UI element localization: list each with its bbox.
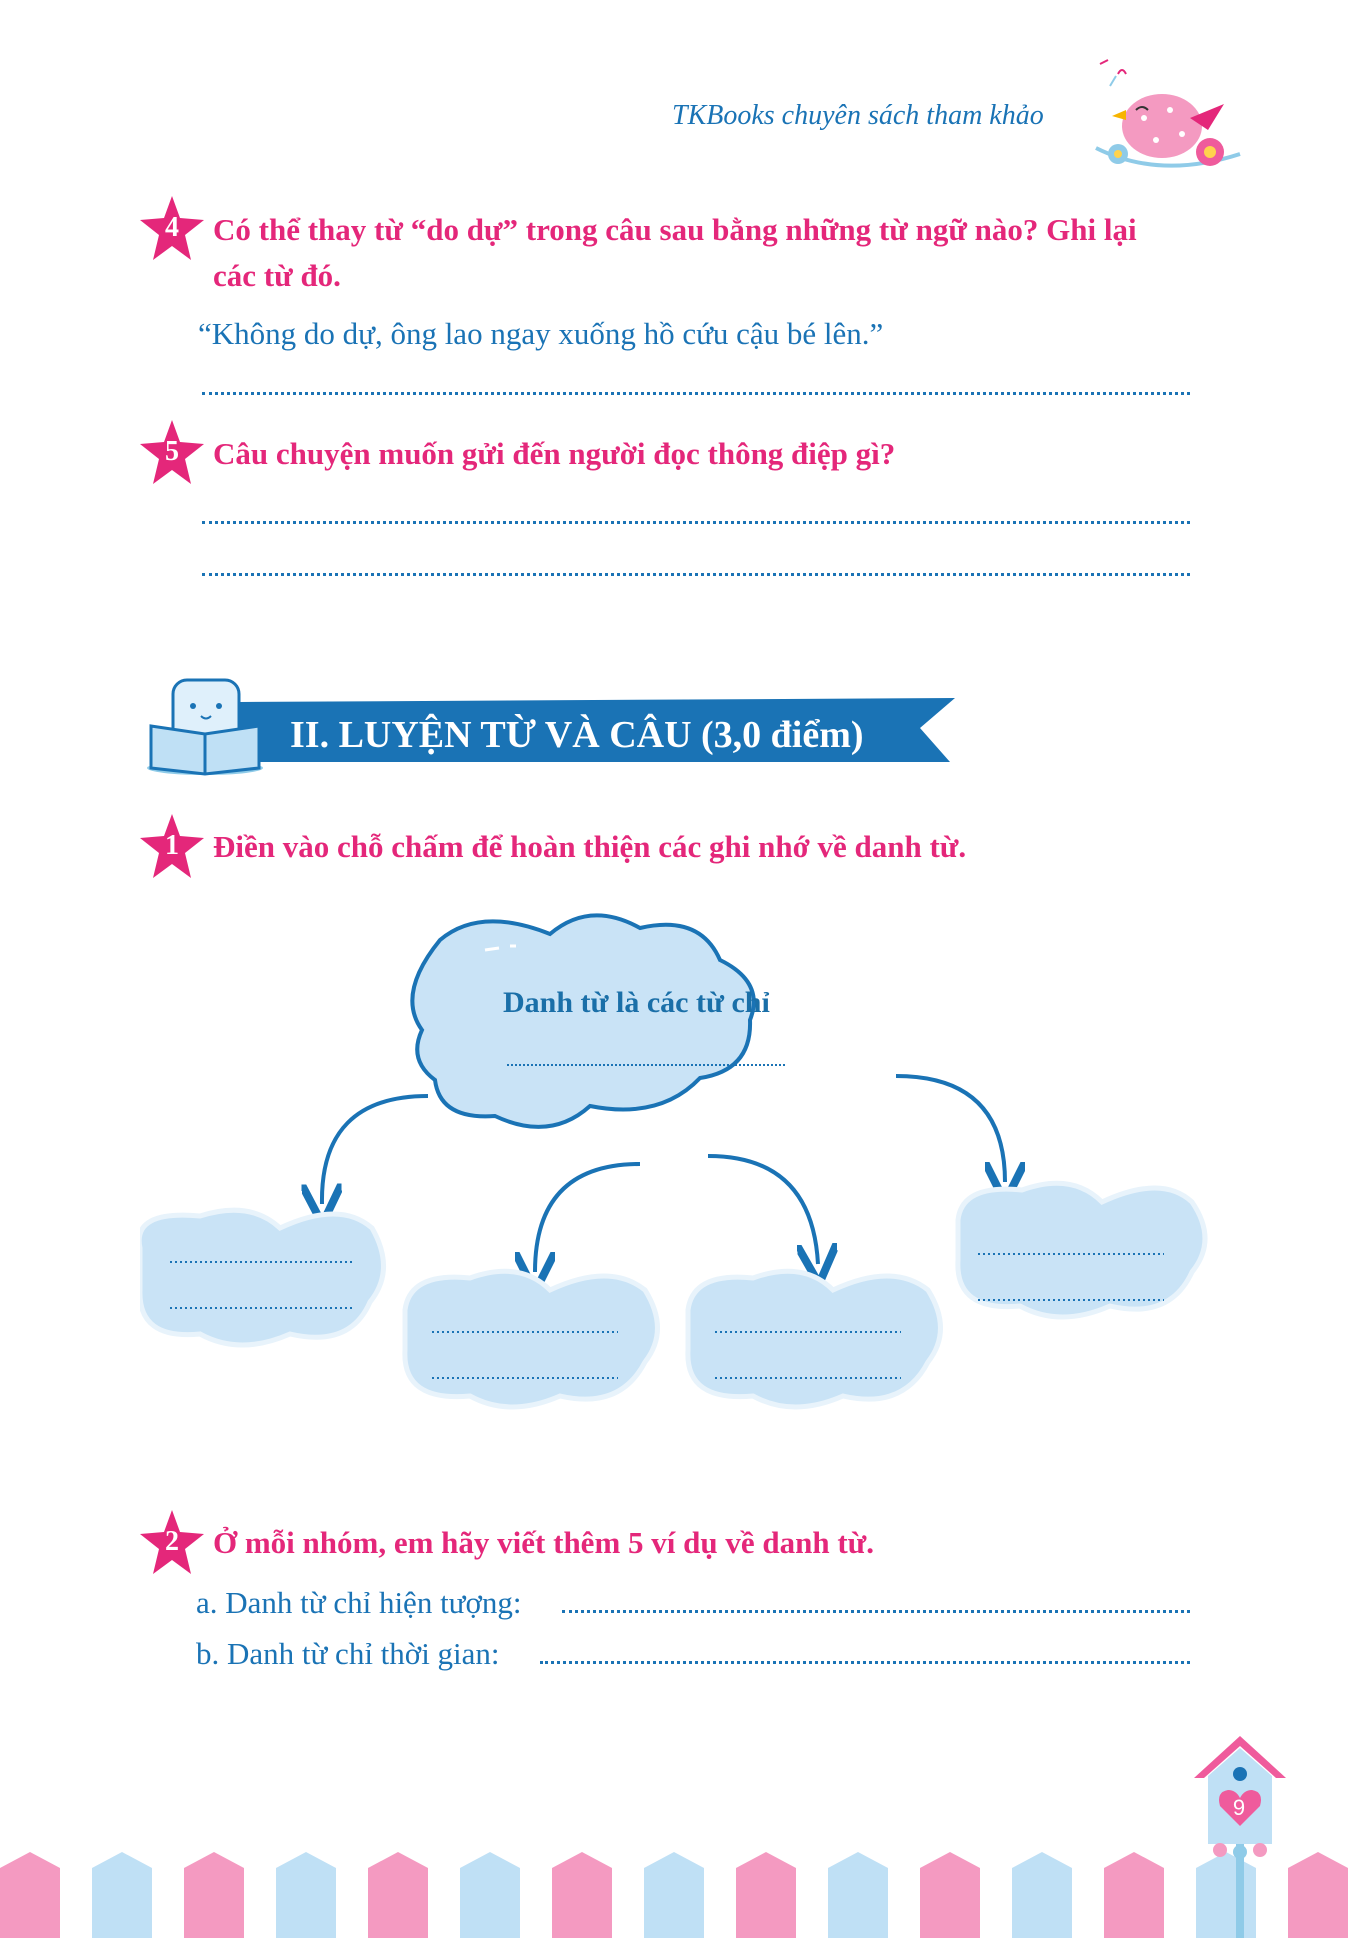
arrow-icon bbox=[896, 1076, 1005, 1182]
question-4-badge bbox=[140, 196, 204, 260]
question-4-quote: “Không do dự, ông lao ngay xuống hồ cứu cậu bé lên.” bbox=[198, 316, 884, 351]
answer-cloud-2 bbox=[405, 1271, 658, 1407]
answer-cloud-1 bbox=[140, 1210, 384, 1345]
item-a-answer-line[interactable] bbox=[562, 1610, 1190, 1613]
cloud-prompt: Danh từ là các từ chỉ bbox=[503, 986, 770, 1019]
exercise-1-number: 1 bbox=[165, 830, 179, 861]
item-b-answer-line[interactable] bbox=[540, 1661, 1190, 1664]
arrow-icon bbox=[535, 1164, 640, 1272]
answer-cloud-3 bbox=[688, 1271, 941, 1407]
question-4-prompt-line2: các từ đó. bbox=[213, 258, 341, 293]
fence-icon bbox=[0, 1848, 1363, 1938]
question-5-badge bbox=[140, 420, 204, 484]
cloud-answer-line[interactable] bbox=[507, 1064, 785, 1066]
item-a-label: a. Danh từ chỉ hiện tượng: bbox=[196, 1585, 522, 1620]
section-title: II. LUYỆN TỪ VÀ CÂU (3,0 điểm) bbox=[290, 714, 864, 756]
answer-cloud-4 bbox=[958, 1183, 1205, 1317]
answer-line[interactable] bbox=[202, 521, 1190, 524]
item-b-label: b. Danh từ chỉ thời gian: bbox=[196, 1636, 500, 1671]
page-number: 9 bbox=[1232, 1795, 1246, 1820]
exercise-2-number: 2 bbox=[165, 1526, 179, 1557]
answer-line[interactable] bbox=[202, 392, 1190, 395]
question-5-prompt: Câu chuyện muốn gửi đến người đọc thông điệp gì? bbox=[213, 436, 896, 471]
question-5-number: 5 bbox=[165, 436, 179, 467]
exercise-1-badge bbox=[140, 814, 204, 878]
question-4-number: 4 bbox=[165, 212, 179, 243]
exercise-2-badge bbox=[140, 1510, 204, 1574]
book-mascot-icon bbox=[147, 680, 263, 775]
arrow-icon bbox=[322, 1096, 428, 1204]
birdhouse-icon bbox=[1190, 1732, 1290, 1938]
bird-icon bbox=[1090, 58, 1250, 193]
exercise-2-prompt: Ở mỗi nhóm, em hãy viết thêm 5 ví dụ về danh từ. bbox=[213, 1525, 875, 1560]
question-4-prompt-line1: Có thể thay từ “do dự” trong câu sau bằng những từ ngữ nào? Ghi lại bbox=[213, 212, 1137, 247]
main-cloud bbox=[412, 915, 753, 1127]
question-4-prompt bbox=[213, 207, 1137, 299]
arrow-icon bbox=[708, 1156, 818, 1264]
exercise-1-prompt: Điền vào chỗ chấm để hoàn thiện các ghi nhớ về danh từ. bbox=[213, 829, 967, 864]
header-brand: TKBooks chuyên sách tham khảo bbox=[672, 100, 1044, 131]
answer-line[interactable] bbox=[202, 573, 1190, 576]
